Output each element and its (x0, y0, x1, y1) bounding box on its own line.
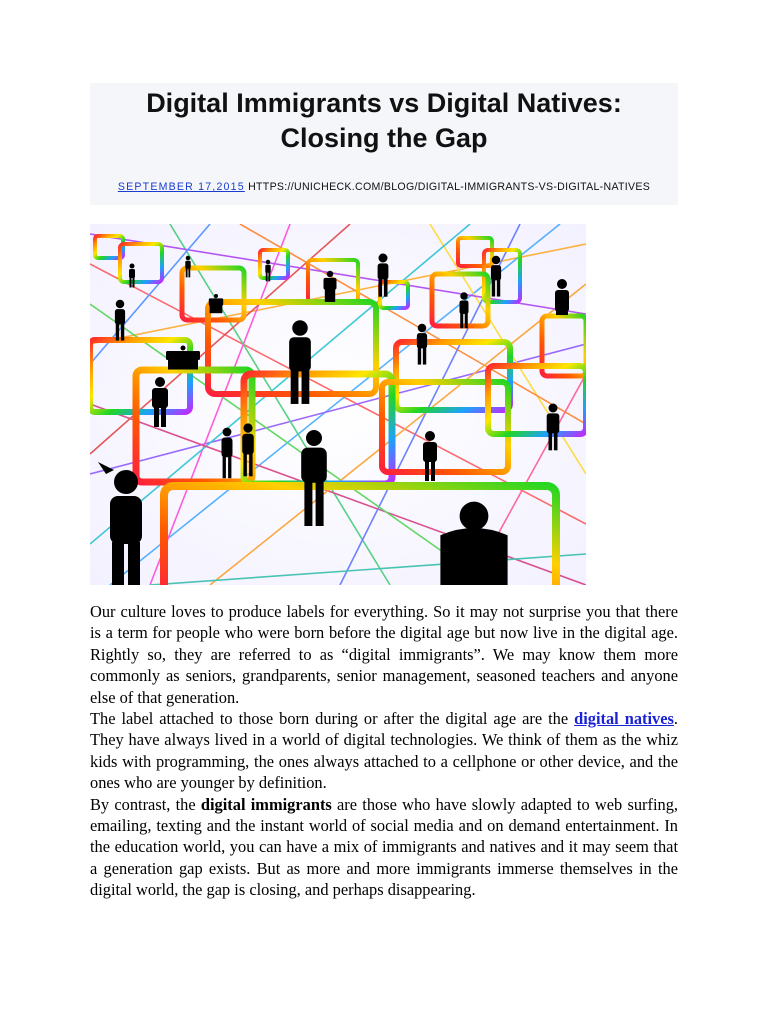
source-url: HTTPS://UNICHECK.COM/BLOG/DIGITAL-IMMIGRANTS-VS-DIGITAL-NATIVES (248, 181, 651, 193)
p2-text-after: . They have always lived in a world of digital technologies. We think of them as the whiz kids with programming, the ones always attached to a cellphone or other device, and the ones who are younger by definition. (90, 709, 678, 793)
digital-immigrants-bold: digital immigrants (200, 794, 332, 814)
p3-text-after: are those who have slowly adapted to web surfing, emailing, texting and the instant world of social media and on demand entertainment. In the education world, you can have a mix of immigrants and natives and it may seem that a generation gap exists. But as more and more immigrants immerse themselves in the digital world, the gap is closing, and perhaps disappearing. (90, 794, 678, 900)
article-title (90, 86, 678, 156)
hero-illustration (90, 224, 586, 585)
title-line-2: Closing the Gap (280, 123, 488, 153)
article-body (90, 601, 678, 901)
hero-image (90, 224, 586, 585)
title-line-1: Digital Immigrants vs Digital Natives: (146, 88, 622, 118)
paragraph-3 (90, 794, 678, 901)
paragraph-1: Our culture loves to produce labels for everything. So it may not surprise you that there is a term for people who were born before the digital age but now live in the digital age. Rightly so, they are referred to as “digital immigrants”. We may know them more commonly as seniors, grandparents, senior management, seasoned teachers and anyone else of that generation. (90, 602, 678, 707)
article-meta (90, 181, 678, 193)
digital-natives-link[interactable]: digital natives (574, 709, 674, 729)
date-link[interactable]: SEPTEMBER 17,2015 (117, 181, 245, 193)
p3-text-before: By contrast, the (90, 794, 201, 814)
p2-text-before: The label attached to those born during or after the digital age are the (90, 709, 575, 729)
paragraph-2 (90, 708, 678, 794)
